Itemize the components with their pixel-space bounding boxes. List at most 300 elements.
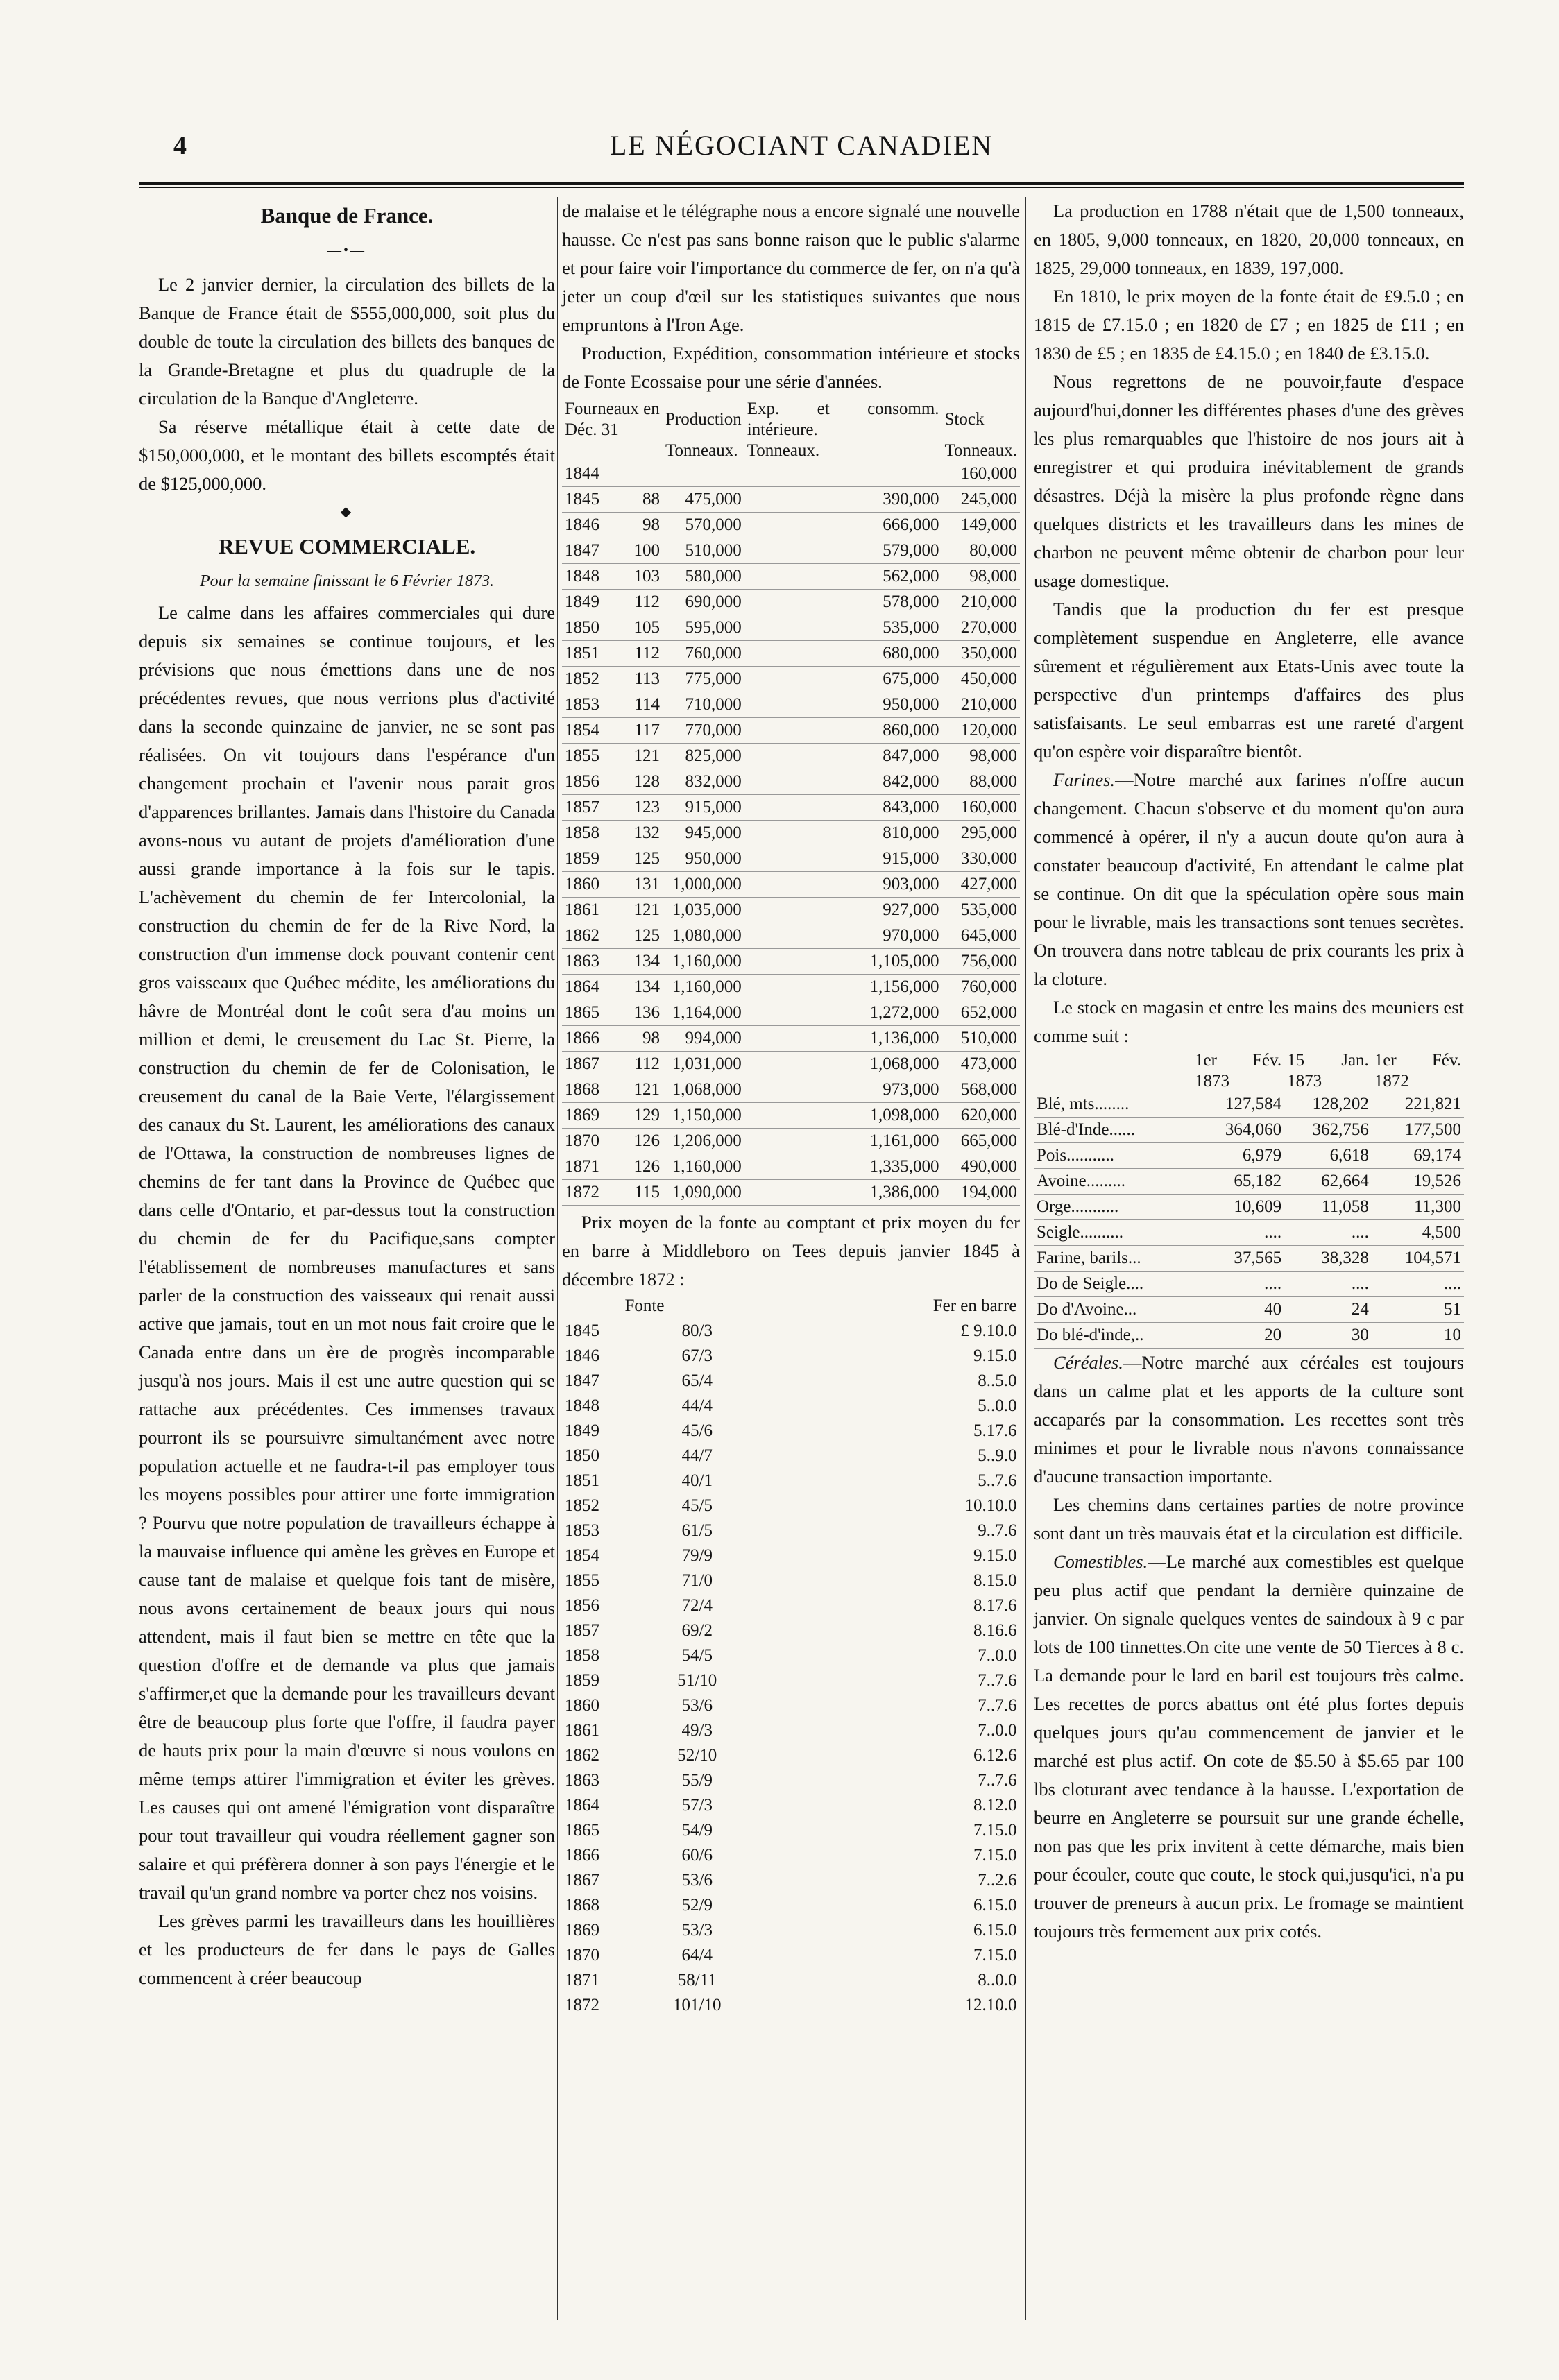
table-cell: 860,000 xyxy=(744,718,942,744)
table-cell: 7..7.6 xyxy=(978,1671,1017,1690)
table-cell: 756,000 xyxy=(942,949,1020,975)
prix-row xyxy=(562,1319,1020,1344)
production-table-caption: Production, Expédition, consommation intérieure et stocks de Fonte Ecossaise pour une série d'années. xyxy=(562,343,1020,392)
table-cell: 8.15.0 xyxy=(973,1571,1017,1590)
table-cell: 67/3 xyxy=(681,1346,713,1365)
table-cell: 8.17.6 xyxy=(973,1596,1017,1615)
table-cell: 6.15.0 xyxy=(973,1896,1017,1915)
column-2 xyxy=(562,197,1020,2018)
table-cell: 1865 xyxy=(562,1818,622,1843)
table-cell: 1,272,000 xyxy=(744,1000,942,1026)
stock-intro: Le stock en magasin et entre les mains des meuniers est comme suit : xyxy=(1034,997,1464,1046)
table-cell: 1,335,000 xyxy=(744,1154,942,1180)
table-cell: 915,000 xyxy=(663,795,744,821)
table-cell: 10.10.0 xyxy=(964,1496,1017,1515)
table-cell: 19,526 xyxy=(1372,1169,1464,1195)
table-cell: 1855 xyxy=(562,1568,622,1593)
table-cell: 1867 xyxy=(562,1868,622,1893)
table-cell: 1846 xyxy=(562,1344,622,1369)
table-cell: 535,000 xyxy=(744,615,942,641)
stock-row xyxy=(1034,1272,1464,1297)
table-cell: Pois........... xyxy=(1034,1143,1192,1169)
page-number: 4 xyxy=(173,131,187,160)
table-cell: 49/3 xyxy=(681,1721,713,1740)
prix-row xyxy=(562,1893,1020,1918)
separator: —•— xyxy=(327,243,366,258)
table-cell: 134 xyxy=(622,949,663,975)
table-cell: 973,000 xyxy=(744,1077,942,1103)
table-cell: 1855 xyxy=(562,744,622,769)
table-cell: 51 xyxy=(1372,1297,1464,1323)
unit-exp: Tonneaux. xyxy=(747,441,820,460)
prix-row xyxy=(562,1718,1020,1743)
production-row xyxy=(562,538,1020,564)
table-cell: 53/3 xyxy=(681,1921,713,1940)
table-cell: 6,618 xyxy=(1284,1143,1372,1169)
table-cell: 114 xyxy=(622,692,663,718)
revue-title: REVUE COMMERCIALE. xyxy=(218,534,476,558)
revue-dateline: Pour la semaine finissant le 6 Février 1873. xyxy=(200,572,494,590)
table-cell: 1872 xyxy=(562,1180,622,1206)
prix-table xyxy=(562,1294,1020,2018)
table-cell: 121 xyxy=(622,898,663,923)
prix-row xyxy=(562,1668,1020,1693)
table-cell: 1872 xyxy=(562,1993,622,2018)
table-cell: 136 xyxy=(622,1000,663,1026)
table-cell: .... xyxy=(1372,1272,1464,1297)
column-3 xyxy=(1034,197,1464,1946)
table-cell: 1863 xyxy=(562,1768,622,1793)
table-cell: 473,000 xyxy=(942,1052,1020,1077)
table-cell: 7..2.6 xyxy=(978,1871,1017,1890)
prix-row xyxy=(562,1818,1020,1843)
table-cell: 490,000 xyxy=(942,1154,1020,1180)
table-cell: 37,565 xyxy=(1192,1246,1284,1272)
table-cell: 825,000 xyxy=(663,744,744,769)
table-cell: 1857 xyxy=(562,1618,622,1643)
table-cell xyxy=(622,461,663,487)
stock-table xyxy=(1034,1050,1464,1349)
table-cell: 1870 xyxy=(562,1943,622,1968)
table-cell: 1861 xyxy=(562,1718,622,1743)
col3-paragraph-3: Nous regrettons de ne pouvoir,faute d'espace aujourd'hui,donner les différentes phases d'une des grèves les plus remarquables que l'histoire de nos jours ait à enregistrer et qui produira inévitablement de grands désastres. Déjà la misère la plus profonde règne dans quelques districts et les travailleurs dans les mines de charbon ne peuvent même obtenir de charbon pour leur usage domestique. xyxy=(1034,371,1464,591)
table-cell: 1851 xyxy=(562,641,622,667)
table-cell: 1858 xyxy=(562,821,622,846)
table-cell: 98,000 xyxy=(942,564,1020,590)
prix-row xyxy=(562,1419,1020,1444)
revue-paragraph-1: Le calme dans les affaires commerciales qui dure depuis six semaines se continue toujours, et les prévisions que nous émettions dans une de nos précédentes revues, que nous verrions plus d'activité dans la seconde quinzaine de janvier, ne se sont pas réalisées. On vit toujours dans l'espérance d'un changement prochain et l'avenir nous parait gros d'apparences brillantes. Jamais dans l'histoire du Canada avons-nous vu autant de projets d'amélioration d'une aussi grande importance à la fois sur le tapis. L'achèvement du chemin de fer Intercolonial, la construction du chemin de fer de la Rive Nord, la construction d'un immense dock pouvant contenir cent gros vaisseaux que Québec médite, les améliorations du hâvre de Montréal dont le coût sera d'au moins un million et demi, le creusement du Lac St. Pierre, la construction du chemin de fer de Colonisation, le creusement du canal de la Baie Verte, l'élargissement des canaux du St. Laurent, les améliorations des canaux de l'Ottawa, la construction de nombreuses lignes de chemins de fer tant dans la Province de Québec que dans celle d'Ontario, et par-dessus tout la construction du chemin de fer du Pacifique,sans compter l'établissement de nombreuses manufactures et sans parler de la construction des vaisseaux qui renait aussi active que jamais, tout en un mot nous fait croire que le Canada entre dans un ère de progrès incomparable jusqu'à nos jours. Mais il est une autre question qui se rattache aux précédentes. Ces immenses travaux pourront ils se poursuivre simultanément avec notre population actuelle et ne faudra-t-il pas employer tous les moyens possibles pour attirer une forte immigration ? Pourvu que notre population de travailleurs échappe à la mauvaise influence qui amène les grèves en Europe et cause tant de malaise et quelque fois tant de misère, nous avons certainement de beaux jours qui nous attendent, mais il faut bien se mettre en tête que la question d'offre et de demande va plus que jamais s'affirmer,et que la demande pour les travailleurs devant être de beaucoup plus forte que l'offre, il faudra payer de hauts prix pour la main d'œuvre si nous voulons en même temps attirer l'immigration et éviter les grèves. Les causes qui ont amené l'émigration vont disparaître pour tout travailleur qui voudra réellement gagner son salaire et qui préfèrera donner à son pays l'énergie et le travail qu'un grand nombre va porter chez nos voisins. xyxy=(139,602,555,1903)
table-cell: 117 xyxy=(622,718,663,744)
table-cell: Avoine......... xyxy=(1034,1169,1192,1195)
table-cell: .... xyxy=(1284,1272,1372,1297)
table-cell: 5..9.0 xyxy=(978,1446,1017,1465)
table-cell: 54/9 xyxy=(681,1821,713,1840)
table-cell: 1,080,000 xyxy=(663,923,744,949)
table-cell: 5.17.6 xyxy=(973,1421,1017,1440)
prix-row xyxy=(562,1868,1020,1893)
table-cell: 129 xyxy=(622,1103,663,1129)
table-cell: 1860 xyxy=(562,1693,622,1718)
table-cell: 1849 xyxy=(562,590,622,615)
table-cell: 1866 xyxy=(562,1843,622,1868)
table-cell: 69/2 xyxy=(681,1621,713,1640)
table-cell: 535,000 xyxy=(942,898,1020,923)
table-cell: 1858 xyxy=(562,1643,622,1668)
table-cell: 950,000 xyxy=(744,692,942,718)
table-cell: 1861 xyxy=(562,898,622,923)
table-cell: 390,000 xyxy=(744,487,942,513)
table-cell: 562,000 xyxy=(744,564,942,590)
table-cell: 330,000 xyxy=(942,846,1020,872)
table-cell: 1867 xyxy=(562,1052,622,1077)
table-cell: 71/0 xyxy=(681,1571,713,1590)
table-cell: 364,060 xyxy=(1192,1118,1284,1143)
table-cell: 1857 xyxy=(562,795,622,821)
table-cell: 7.15.0 xyxy=(973,1946,1017,1964)
table-cell: 131 xyxy=(622,872,663,898)
table-cell: 903,000 xyxy=(744,872,942,898)
table-cell: 1860 xyxy=(562,872,622,898)
table-cell: 362,756 xyxy=(1284,1118,1372,1143)
table-cell: 645,000 xyxy=(942,923,1020,949)
table-cell: 44/7 xyxy=(681,1446,713,1465)
table-cell: 11,300 xyxy=(1372,1195,1464,1220)
table-cell: Blé, mts........ xyxy=(1034,1092,1192,1118)
table-cell: 98,000 xyxy=(942,744,1020,769)
prix-row xyxy=(562,1369,1020,1394)
table-cell: 6.15.0 xyxy=(973,1921,1017,1940)
production-row xyxy=(562,769,1020,795)
table-cell: 104,571 xyxy=(1372,1246,1464,1272)
prix-row xyxy=(562,1993,1020,2018)
table-cell: 1,160,000 xyxy=(663,1154,744,1180)
table-cell: 994,000 xyxy=(663,1026,744,1052)
newspaper-title: LE NÉGOCIANT CANADIEN xyxy=(609,130,994,161)
banque-title: Banque de France. xyxy=(260,203,434,228)
table-cell: 1,090,000 xyxy=(663,1180,744,1206)
prix-row xyxy=(562,1643,1020,1668)
table-cell: 80,000 xyxy=(942,538,1020,564)
table-cell: 5..0.0 xyxy=(978,1396,1017,1415)
production-row xyxy=(562,1129,1020,1154)
table-cell: 54/5 xyxy=(681,1646,713,1665)
production-table xyxy=(562,399,1020,1206)
table-cell xyxy=(744,461,942,487)
col-header-fourneaux: Fourneaux en Déc. 31 xyxy=(565,400,660,439)
production-row xyxy=(562,692,1020,718)
table-cell: 6.12.6 xyxy=(973,1746,1017,1765)
table-cell: 1852 xyxy=(562,1493,622,1518)
prix-row xyxy=(562,1968,1020,1993)
table-cell: 1866 xyxy=(562,1026,622,1052)
table-cell: 79/9 xyxy=(681,1546,713,1565)
column-1 xyxy=(139,197,555,1992)
production-row xyxy=(562,564,1020,590)
table-cell: 125 xyxy=(622,846,663,872)
cereales-head: Céréales. xyxy=(1053,1352,1123,1373)
table-cell: 30 xyxy=(1284,1323,1372,1349)
table-cell: 101/10 xyxy=(673,1996,722,2014)
table-cell: 1,035,000 xyxy=(663,898,744,923)
table-cell: 1853 xyxy=(562,1518,622,1543)
table-cell: 680,000 xyxy=(744,641,942,667)
table-cell: Do blé-d'inde,.. xyxy=(1034,1323,1192,1349)
table-cell: 127,584 xyxy=(1192,1092,1284,1118)
stock-row xyxy=(1034,1092,1464,1118)
table-cell: 7..0.0 xyxy=(978,1721,1017,1740)
table-cell: 53/6 xyxy=(681,1871,713,1890)
table-cell: 1,206,000 xyxy=(663,1129,744,1154)
table-cell: 1848 xyxy=(562,1394,622,1419)
production-row xyxy=(562,461,1020,487)
table-cell: 121 xyxy=(622,744,663,769)
table-cell: 1848 xyxy=(562,564,622,590)
table-cell: 53/6 xyxy=(681,1696,713,1715)
comestibles-paragraph xyxy=(1034,1548,1464,1946)
prix-row xyxy=(562,1344,1020,1369)
table-cell: 69,174 xyxy=(1372,1143,1464,1169)
table-cell: .... xyxy=(1192,1272,1284,1297)
table-cell: 72/4 xyxy=(681,1596,713,1615)
table-cell: 10,609 xyxy=(1192,1195,1284,1220)
table-cell: 810,000 xyxy=(744,821,942,846)
production-row xyxy=(562,667,1020,692)
table-cell: 1871 xyxy=(562,1154,622,1180)
table-cell: 6,979 xyxy=(1192,1143,1284,1169)
farines-text: —Notre marché aux farines n'offre aucun changement. Chacun s'observe et du moment qu'on aura commencé à opérer, il n'y a aucun doute qu'on aura à constater beaucoup d'activité, En attendant le calme plat se continue. On dit que la spéculation opère sous main pour le livrable, mais les transactions sont tenues secrètes. On trouvera dans notre tableau de prix courants les prix à la cloture. xyxy=(1034,769,1464,989)
table-cell: 121 xyxy=(622,1077,663,1103)
production-row xyxy=(562,641,1020,667)
table-cell: 100 xyxy=(622,538,663,564)
table-cell: 1853 xyxy=(562,692,622,718)
table-cell: 126 xyxy=(622,1154,663,1180)
table-cell: 126 xyxy=(622,1129,663,1154)
prix-row xyxy=(562,1444,1020,1469)
prix-caption: Prix moyen de la fonte au comptant et prix moyen du fer en barre à Middleboro on Tees depuis janvier 1845 à décembre 1872 : xyxy=(562,1212,1020,1290)
prix-row xyxy=(562,1918,1020,1943)
table-cell: 842,000 xyxy=(744,769,942,795)
table-cell: 427,000 xyxy=(942,872,1020,898)
banque-paragraph-1: Le 2 janvier dernier, la circulation des billets de la Banque de France était de $555,000,000, soit plus du double de toute la circulation des billets des banques de la Grande-Bretagne et plus du quadruple de la circulation de la Banque d'Angleterre. xyxy=(139,274,555,409)
table-cell: 12.10.0 xyxy=(964,1996,1017,2014)
prix-row xyxy=(562,1543,1020,1568)
table-cell: 1863 xyxy=(562,949,622,975)
table-cell: 847,000 xyxy=(744,744,942,769)
table-cell: 221,821 xyxy=(1372,1092,1464,1118)
table-cell: 775,000 xyxy=(663,667,744,692)
table-cell: 45/5 xyxy=(681,1496,713,1515)
stock-row xyxy=(1034,1323,1464,1349)
table-cell: 40 xyxy=(1192,1297,1284,1323)
table-cell: 58/11 xyxy=(677,1971,717,1989)
col3-paragraph-2: En 1810, le prix moyen de la fonte était de £9.5.0 ; en 1815 de £7.15.0 ; en 1820 de £7 ; en 1825 de £11 ; en 1830 de £5 ; en 1835 de £4.15.0 ; en 1840 de £3.15.0. xyxy=(1034,286,1464,363)
production-row xyxy=(562,1052,1020,1077)
prix-row xyxy=(562,1793,1020,1818)
table-cell: Do d'Avoine... xyxy=(1034,1297,1192,1323)
table-cell: 1,164,000 xyxy=(663,1000,744,1026)
table-cell: 1,068,000 xyxy=(663,1077,744,1103)
table-cell: 652,000 xyxy=(942,1000,1020,1026)
table-cell: 770,000 xyxy=(663,718,744,744)
table-cell: 1871 xyxy=(562,1968,622,1993)
table-cell: 1,386,000 xyxy=(744,1180,942,1206)
table-cell: 9.15.0 xyxy=(973,1546,1017,1565)
prix-row xyxy=(562,1768,1020,1793)
table-cell: 1852 xyxy=(562,667,622,692)
table-cell: 1868 xyxy=(562,1893,622,1918)
table-cell: 210,000 xyxy=(942,692,1020,718)
table-cell: 1846 xyxy=(562,513,622,538)
table-cell: 132 xyxy=(622,821,663,846)
table-cell: 1856 xyxy=(562,769,622,795)
table-cell: 105 xyxy=(622,615,663,641)
table-cell: 8..0.0 xyxy=(978,1971,1017,1989)
unit-production: Tonneaux. xyxy=(665,441,738,460)
table-cell: 128,202 xyxy=(1284,1092,1372,1118)
table-cell: 1859 xyxy=(562,846,622,872)
table-cell: 295,000 xyxy=(942,821,1020,846)
table-cell: 7..0.0 xyxy=(978,1646,1017,1665)
table-cell: 1862 xyxy=(562,1743,622,1768)
table-cell: 1859 xyxy=(562,1668,622,1693)
table-cell: 1862 xyxy=(562,923,622,949)
table-cell: 1869 xyxy=(562,1103,622,1129)
table-cell: 8.16.6 xyxy=(973,1621,1017,1640)
table-cell: 40/1 xyxy=(681,1471,713,1490)
table-cell: 52/10 xyxy=(677,1746,717,1765)
table-cell: Seigle.......... xyxy=(1034,1220,1192,1246)
table-cell: 120,000 xyxy=(942,718,1020,744)
production-row xyxy=(562,846,1020,872)
table-cell: 123 xyxy=(622,795,663,821)
table-cell: 1847 xyxy=(562,538,622,564)
col-header-fonte: Fonte xyxy=(624,1296,665,1315)
production-row xyxy=(562,872,1020,898)
table-cell: 112 xyxy=(622,1052,663,1077)
stock-head-3: 1er Fév. 1872 xyxy=(1374,1051,1461,1090)
production-row xyxy=(562,795,1020,821)
table-cell: 60/6 xyxy=(681,1846,713,1865)
table-cell: 1850 xyxy=(562,1444,622,1469)
table-cell: 210,000 xyxy=(942,590,1020,615)
separator: ———◆——— xyxy=(292,504,402,520)
production-row xyxy=(562,590,1020,615)
table-cell: 620,000 xyxy=(942,1103,1020,1129)
table-cell: Farine, barils... xyxy=(1034,1246,1192,1272)
production-row xyxy=(562,1026,1020,1052)
comestibles-text: —Le marché aux comestibles est quelque peu plus actif que pendant la dernière quinzaine de janvier. On signale quelques ventes de saindoux à 9 c par lots de 100 tinnettes.On cite une vente de 50 Tierces à 8 c. La demande pour le lard en baril est toujours très calme. Les recettes de porcs abattus ont été plus fortes depuis quelques jours qu'au commencement de janvier et le marché est plus actif. On cote de $5.50 à $5.65 par 100 lbs cloturant avec tendance à la hausse. L'exportation de beurre en Angleterre se poursuit sur une grande échelle, non pas que les prix invitent à cette démarche, mais bien pour écouler, coute que coute, le stock qui,jusqu'ici, n'a pu trouver de preneurs à aucun prix. Le fromage se maintient toujours très fermement aux prix cotés. xyxy=(1034,1551,1464,1942)
table-cell: 568,000 xyxy=(942,1077,1020,1103)
table-cell: 595,000 xyxy=(663,615,744,641)
production-row xyxy=(562,513,1020,538)
stock-row xyxy=(1034,1220,1464,1246)
table-cell: 580,000 xyxy=(663,564,744,590)
table-cell: 1,156,000 xyxy=(744,975,942,1000)
table-cell: 65,182 xyxy=(1192,1169,1284,1195)
table-cell: 44/4 xyxy=(681,1396,713,1415)
prix-row xyxy=(562,1394,1020,1419)
table-cell: 7.15.0 xyxy=(973,1846,1017,1865)
header-rule-thin xyxy=(139,187,1464,188)
col-header-stock: Stock xyxy=(944,410,985,429)
table-cell: 945,000 xyxy=(663,821,744,846)
table-cell: 1,031,000 xyxy=(663,1052,744,1077)
table-cell: Blé-d'Inde...... xyxy=(1034,1118,1192,1143)
col-header-fer: Fer en barre xyxy=(932,1296,1017,1315)
table-cell: 915,000 xyxy=(744,846,942,872)
table-cell: 760,000 xyxy=(663,641,744,667)
prix-row xyxy=(562,1493,1020,1518)
table-cell: 57/3 xyxy=(681,1796,713,1815)
table-cell: 4,500 xyxy=(1372,1220,1464,1246)
table-cell: 45/6 xyxy=(681,1421,713,1440)
table-cell: 61/5 xyxy=(681,1521,713,1540)
production-row xyxy=(562,1000,1020,1026)
production-row xyxy=(562,1077,1020,1103)
table-cell: 510,000 xyxy=(942,1026,1020,1052)
table-cell: 578,000 xyxy=(744,590,942,615)
table-cell: 690,000 xyxy=(663,590,744,615)
table-cell: 1865 xyxy=(562,1000,622,1026)
table-cell: 832,000 xyxy=(663,769,744,795)
production-row xyxy=(562,487,1020,513)
production-row xyxy=(562,923,1020,949)
table-cell: 710,000 xyxy=(663,692,744,718)
revue-paragraph-2: Les grèves parmi les travailleurs dans les houillières et les producteurs de fer dans le pays de Galles commencent à créer beaucoup xyxy=(139,1910,555,1988)
table-cell: .... xyxy=(1284,1220,1372,1246)
table-cell: 51/10 xyxy=(677,1671,717,1690)
table-cell: 570,000 xyxy=(663,513,744,538)
table-cell: 1,068,000 xyxy=(744,1052,942,1077)
col3-paragraph-4: Tandis que la production du fer est presque complètement suspendue en Angleterre, elle avance sûrement et régulièrement aux Etats-Unis avec toute la perspective d'un printemps d'affaires des plus satisfaisants. Le seul embarras est une rareté d'argent qu'on espère voir disparaître bientôt. xyxy=(1034,599,1464,762)
table-cell: 245,000 xyxy=(942,487,1020,513)
table-cell: 760,000 xyxy=(942,975,1020,1000)
prix-row xyxy=(562,1568,1020,1593)
stock-row xyxy=(1034,1118,1464,1143)
table-cell: 1864 xyxy=(562,1793,622,1818)
table-cell: 8..5.0 xyxy=(978,1371,1017,1390)
table-cell: 1,105,000 xyxy=(744,949,942,975)
table-cell: 134 xyxy=(622,975,663,1000)
table-cell: 98 xyxy=(622,1026,663,1052)
table-cell: 1,150,000 xyxy=(663,1103,744,1129)
prix-row xyxy=(562,1593,1020,1618)
table-cell: 1851 xyxy=(562,1469,622,1493)
table-cell: 149,000 xyxy=(942,513,1020,538)
table-cell: .... xyxy=(1192,1220,1284,1246)
table-cell: 98 xyxy=(622,513,663,538)
table-cell: 64/4 xyxy=(681,1946,713,1964)
table-cell: 160,000 xyxy=(942,461,1020,487)
table-cell: 128 xyxy=(622,769,663,795)
farines-paragraph xyxy=(1034,766,1464,993)
table-cell: 675,000 xyxy=(744,667,942,692)
prix-row xyxy=(562,1743,1020,1768)
stock-row xyxy=(1034,1169,1464,1195)
stock-head-1: 1er Fév. 1873 xyxy=(1195,1051,1282,1090)
production-row xyxy=(562,898,1020,923)
header-rule xyxy=(139,182,1464,185)
table-cell: 1868 xyxy=(562,1077,622,1103)
table-cell: 7..7.6 xyxy=(978,1696,1017,1715)
table-cell: 350,000 xyxy=(942,641,1020,667)
table-cell: 510,000 xyxy=(663,538,744,564)
table-cell: 80/3 xyxy=(681,1321,713,1340)
prix-row xyxy=(562,1469,1020,1493)
col-header-production: Production xyxy=(665,410,742,429)
cereales-paragraph xyxy=(1034,1349,1464,1491)
table-cell: 11,058 xyxy=(1284,1195,1372,1220)
